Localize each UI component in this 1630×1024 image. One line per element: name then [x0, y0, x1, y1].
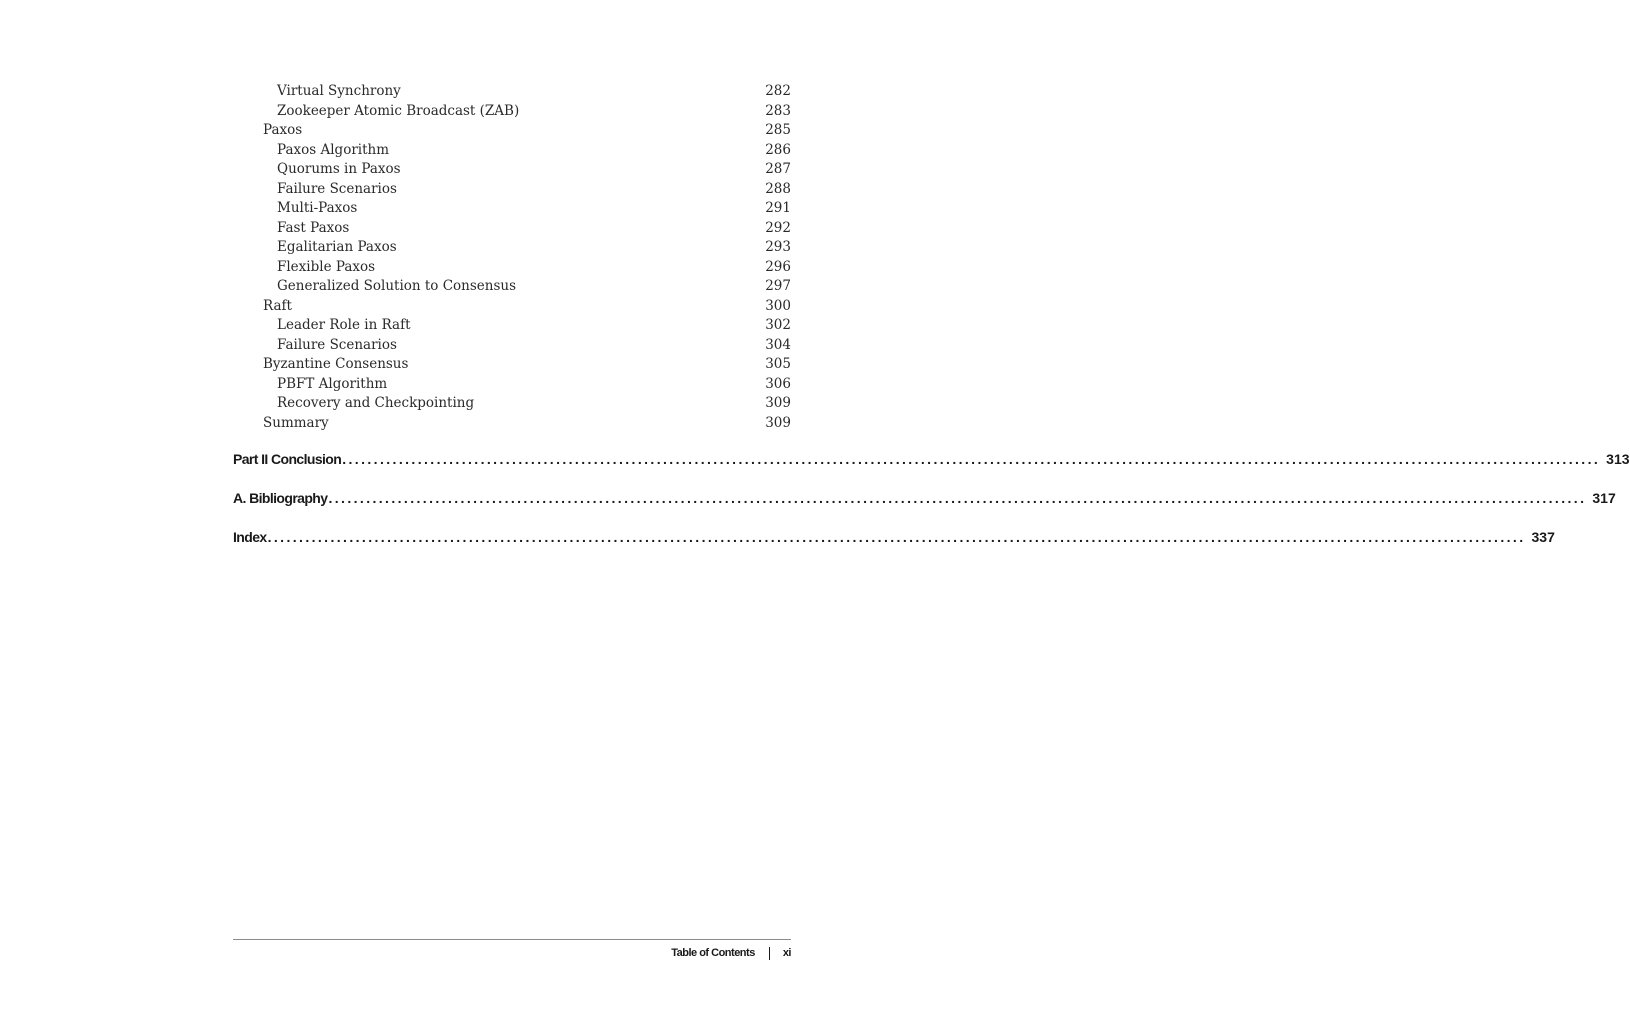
- footer-section-title: Table of Contents: [671, 947, 755, 959]
- toc-entry-page: 305: [765, 356, 791, 372]
- toc-entry-title: Summary: [263, 414, 329, 431]
- toc-major-entry[interactable]: [233, 490, 1616, 512]
- toc-entry-title: Quorums in Paxos: [277, 161, 401, 177]
- toc-entry-title: Paxos Algorithm: [277, 141, 390, 158]
- toc-entry[interactable]: [233, 160, 791, 180]
- toc-entry[interactable]: [233, 355, 791, 375]
- dot-leader: ........................................................................................................................................................................................................: [342, 451, 1601, 467]
- dot-leader: ........................................................................................................................................................................................................: [328, 490, 1587, 506]
- toc-entry[interactable]: [233, 219, 791, 239]
- toc-entry[interactable]: [233, 199, 791, 219]
- page-footer: [671, 944, 791, 962]
- toc-major-title: Part II Conclusion: [233, 451, 342, 467]
- toc-entry[interactable]: [233, 180, 791, 200]
- toc-entry-page: 282: [765, 83, 791, 99]
- toc-entry-title: Virtual Synchrony: [277, 83, 401, 99]
- toc-entry-title: Paxos: [263, 122, 303, 138]
- toc-entry-title: Failure Scenarios: [277, 336, 397, 353]
- toc-major-entry[interactable]: [233, 529, 1555, 551]
- toc-entry[interactable]: [233, 414, 791, 434]
- dot-leader: ........................................................................................................................................................................................................: [267, 529, 1526, 545]
- toc-entry[interactable]: [233, 238, 791, 258]
- toc-entry-page: 293: [765, 239, 791, 255]
- toc-entry[interactable]: [233, 82, 791, 102]
- toc-entry[interactable]: [233, 394, 791, 414]
- toc-entry-page: 306: [765, 375, 791, 392]
- toc-major-page: 337: [1531, 529, 1555, 545]
- toc-entry[interactable]: [233, 121, 791, 141]
- toc-entry-page: 296: [765, 258, 791, 275]
- toc-major-title: Index: [233, 529, 267, 545]
- toc-entry-page: 297: [765, 278, 791, 294]
- toc-entry[interactable]: [233, 336, 791, 356]
- toc-entry-title: Multi-Paxos: [277, 200, 358, 216]
- toc-entry[interactable]: [233, 297, 791, 317]
- toc-entry[interactable]: [233, 277, 791, 297]
- toc-entry-title: Recovery and Checkpointing: [277, 395, 475, 411]
- toc-entry-page: 288: [765, 180, 791, 197]
- toc-entry[interactable]: [233, 258, 791, 278]
- toc-entry[interactable]: [233, 141, 791, 161]
- toc-major-title: A. Bibliography: [233, 490, 328, 506]
- toc-entry-page: 287: [765, 161, 791, 177]
- toc-entry-page: 302: [765, 317, 791, 333]
- toc-entry-page: 291: [765, 200, 791, 216]
- footer-page-number: xi: [782, 947, 791, 959]
- toc-entry-title: Fast Paxos: [277, 219, 350, 236]
- toc-entry[interactable]: [233, 316, 791, 336]
- toc-entry-page: 283: [765, 102, 791, 119]
- footer-separator: [769, 947, 770, 960]
- toc-entry-page: 304: [765, 336, 791, 353]
- toc-entry-title: Generalized Solution to Consensus: [277, 278, 517, 294]
- toc-entry-title: Raft: [263, 297, 292, 314]
- toc-entry-title: PBFT Algorithm: [277, 375, 388, 392]
- toc-list: [233, 82, 791, 433]
- toc-entry-title: Flexible Paxos: [277, 258, 376, 275]
- toc-entry-page: 286: [765, 141, 791, 158]
- toc-entry-page: 300: [765, 297, 791, 314]
- toc-entry[interactable]: [233, 102, 791, 122]
- toc-entry-title: Byzantine Consensus: [263, 356, 409, 372]
- footer-rule: [233, 939, 791, 940]
- toc-major-page: 317: [1592, 490, 1616, 506]
- toc-entry-title: Failure Scenarios: [277, 180, 397, 197]
- toc-major-entry[interactable]: [233, 451, 1630, 473]
- toc-entry-page: 292: [765, 219, 791, 236]
- toc-entry-page: 285: [765, 122, 791, 138]
- toc-entry-page: 309: [765, 414, 791, 431]
- toc-entry-title: Egalitarian Paxos: [277, 239, 397, 255]
- toc-major-page: 313: [1606, 451, 1630, 467]
- toc-entry-page: 309: [765, 395, 791, 411]
- toc-entry[interactable]: [233, 375, 791, 395]
- toc-entry-title: Zookeeper Atomic Broadcast (ZAB): [277, 102, 520, 119]
- toc-entry-title: Leader Role in Raft: [277, 317, 411, 333]
